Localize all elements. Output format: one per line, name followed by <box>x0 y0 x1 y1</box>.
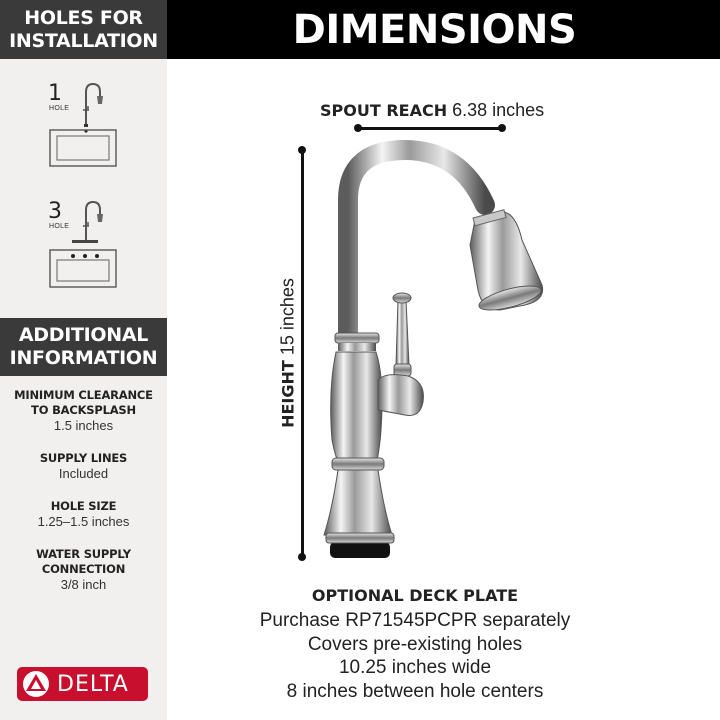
info-value: 1.5 inches <box>53 418 114 433</box>
deck-plate-line: Purchase RP71545PCPR separately <box>259 610 571 631</box>
info-supply-lines <box>0 451 167 482</box>
info-heading <box>0 318 167 376</box>
delta-triangle-icon <box>21 669 51 699</box>
hole-option-1 <box>48 80 118 170</box>
title-bar <box>167 0 720 59</box>
info-value: 1.25–1.5 inches <box>37 514 130 529</box>
sidebar <box>0 0 167 720</box>
deck-plate-line: 8 inches between hole centers <box>286 681 544 702</box>
height-text <box>278 278 299 428</box>
info-water-supply <box>0 547 167 593</box>
info-label: SUPPLY LINES <box>39 451 128 465</box>
hole-label: HOLE <box>49 105 70 112</box>
delta-logo <box>17 667 148 701</box>
page-title: DIMENSIONS <box>292 6 577 53</box>
spout-reach-label: SPOUT REACH <box>320 101 448 120</box>
faucet-image <box>310 140 560 565</box>
info-heading-line1: ADDITIONAL <box>18 324 149 346</box>
info-hole-size <box>0 499 167 530</box>
info-label: WATER SUPPLY <box>36 547 131 561</box>
info-label: CONNECTION <box>41 562 126 576</box>
three-hole-sink-icon <box>48 198 118 290</box>
info-value: 3/8 inch <box>60 577 107 592</box>
hole-label: HOLE <box>49 223 70 230</box>
single-hole-sink-icon <box>48 80 118 170</box>
spout-reach-end-left <box>354 124 362 132</box>
brand-name: DELTA <box>57 671 129 697</box>
info-value: Included <box>58 466 109 481</box>
info-label: TO BACKSPLASH <box>31 403 136 417</box>
spout-reach-text <box>320 100 544 121</box>
height-end-top <box>298 146 306 154</box>
spout-reach-end-right <box>498 124 506 132</box>
holes-heading <box>0 0 167 59</box>
info-heading-line2: INFORMATION <box>9 347 158 369</box>
holes-heading-line1: HOLES FOR <box>24 6 143 29</box>
height-value: 15 inches <box>277 278 298 356</box>
hole-option-3 <box>48 198 118 290</box>
spout-reach-line <box>358 127 502 130</box>
height-line <box>301 150 304 557</box>
deck-plate-title: OPTIONAL DECK PLATE <box>311 586 519 605</box>
info-clearance <box>0 388 167 434</box>
height-label: HEIGHT <box>278 360 298 428</box>
spout-reach-value: 6.38 inches <box>452 100 545 120</box>
hole-number: 1 <box>48 81 62 106</box>
height-end-bottom <box>298 553 306 561</box>
deck-plate-line: Covers pre-existing holes <box>307 634 523 655</box>
deck-plate-line: 10.25 inches wide <box>338 657 492 678</box>
info-label: MINIMUM CLEARANCE <box>14 388 153 402</box>
info-label: HOLE SIZE <box>50 499 117 513</box>
holes-heading-line2: INSTALLATION <box>9 29 158 52</box>
hole-number: 3 <box>48 199 62 224</box>
